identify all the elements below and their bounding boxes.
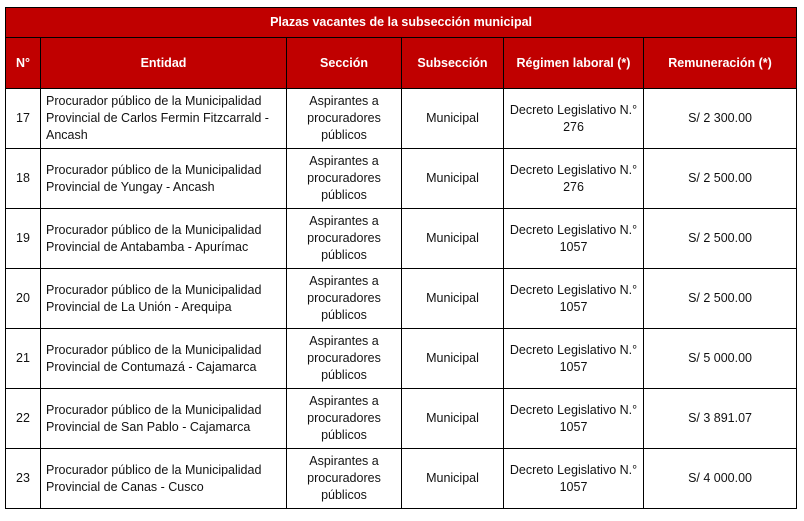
table-title: Plazas vacantes de la subsección municipal: [6, 8, 797, 38]
cell-seccion: Aspirantes a procuradores públicos: [287, 449, 402, 509]
cell-subseccion: Municipal: [402, 329, 504, 389]
cell-seccion: Aspirantes a procuradores públicos: [287, 269, 402, 329]
table-row: [6, 89, 797, 149]
cell-subseccion: Municipal: [402, 389, 504, 449]
table-row: [6, 329, 797, 389]
header-entidad: Entidad: [41, 38, 287, 89]
cell-entidad: Procurador público de la Municipalidad Provincial de Canas - Cusco: [41, 449, 287, 509]
cell-regimen: Decreto Legislativo N.° 1057: [504, 329, 644, 389]
cell-remuneracion: S/ 2 500.00: [644, 209, 797, 269]
cell-number: 21: [6, 329, 41, 389]
cell-subseccion: Municipal: [402, 89, 504, 149]
cell-regimen: Decreto Legislativo N.° 276: [504, 149, 644, 209]
cell-entidad: Procurador público de la Municipalidad Provincial de Yungay - Ancash: [41, 149, 287, 209]
cell-subseccion: Municipal: [402, 149, 504, 209]
cell-seccion: Aspirantes a procuradores públicos: [287, 149, 402, 209]
table-row: [6, 149, 797, 209]
cell-number: 17: [6, 89, 41, 149]
cell-seccion: Aspirantes a procuradores públicos: [287, 329, 402, 389]
cell-seccion: Aspirantes a procuradores públicos: [287, 89, 402, 149]
table-row: [6, 209, 797, 269]
cell-seccion: Aspirantes a procuradores públicos: [287, 209, 402, 269]
cell-number: 19: [6, 209, 41, 269]
cell-remuneracion: S/ 2 500.00: [644, 269, 797, 329]
header-number: N°: [6, 38, 41, 89]
cell-subseccion: Municipal: [402, 209, 504, 269]
cell-regimen: Decreto Legislativo N.° 1057: [504, 269, 644, 329]
cell-number: 23: [6, 449, 41, 509]
cell-remuneracion: S/ 2 500.00: [644, 149, 797, 209]
cell-regimen: Decreto Legislativo N.° 1057: [504, 389, 644, 449]
cell-entidad: Procurador público de la Municipalidad Provincial de San Pablo - Cajamarca: [41, 389, 287, 449]
cell-regimen: Decreto Legislativo N.° 276: [504, 89, 644, 149]
header-subseccion: Subsección: [402, 38, 504, 89]
header-regimen: Régimen laboral (*): [504, 38, 644, 89]
cell-entidad: Procurador público de la Municipalidad Provincial de La Unión - Arequipa: [41, 269, 287, 329]
cell-remuneracion: S/ 4 000.00: [644, 449, 797, 509]
header-seccion: Sección: [287, 38, 402, 89]
cell-remuneracion: S/ 3 891.07: [644, 389, 797, 449]
cell-number: 18: [6, 149, 41, 209]
cell-regimen: Decreto Legislativo N.° 1057: [504, 209, 644, 269]
cell-seccion: Aspirantes a procuradores públicos: [287, 389, 402, 449]
header-remuneracion: Remuneración (*): [644, 38, 797, 89]
cell-entidad: Procurador público de la Municipalidad Provincial de Antabamba - Apurímac: [41, 209, 287, 269]
table-row: [6, 449, 797, 509]
cell-number: 20: [6, 269, 41, 329]
cell-entidad: Procurador público de la Municipalidad Provincial de Contumazá - Cajamarca: [41, 329, 287, 389]
vacancies-table: [5, 7, 797, 509]
cell-regimen: Decreto Legislativo N.° 1057: [504, 449, 644, 509]
cell-remuneracion: S/ 2 300.00: [644, 89, 797, 149]
cell-remuneracion: S/ 5 000.00: [644, 329, 797, 389]
cell-entidad: Procurador público de la Municipalidad Provincial de Carlos Fermin Fitzcarrald - Ancash: [41, 89, 287, 149]
table-row: [6, 389, 797, 449]
cell-subseccion: Municipal: [402, 449, 504, 509]
cell-subseccion: Municipal: [402, 269, 504, 329]
cell-number: 22: [6, 389, 41, 449]
table-row: [6, 269, 797, 329]
